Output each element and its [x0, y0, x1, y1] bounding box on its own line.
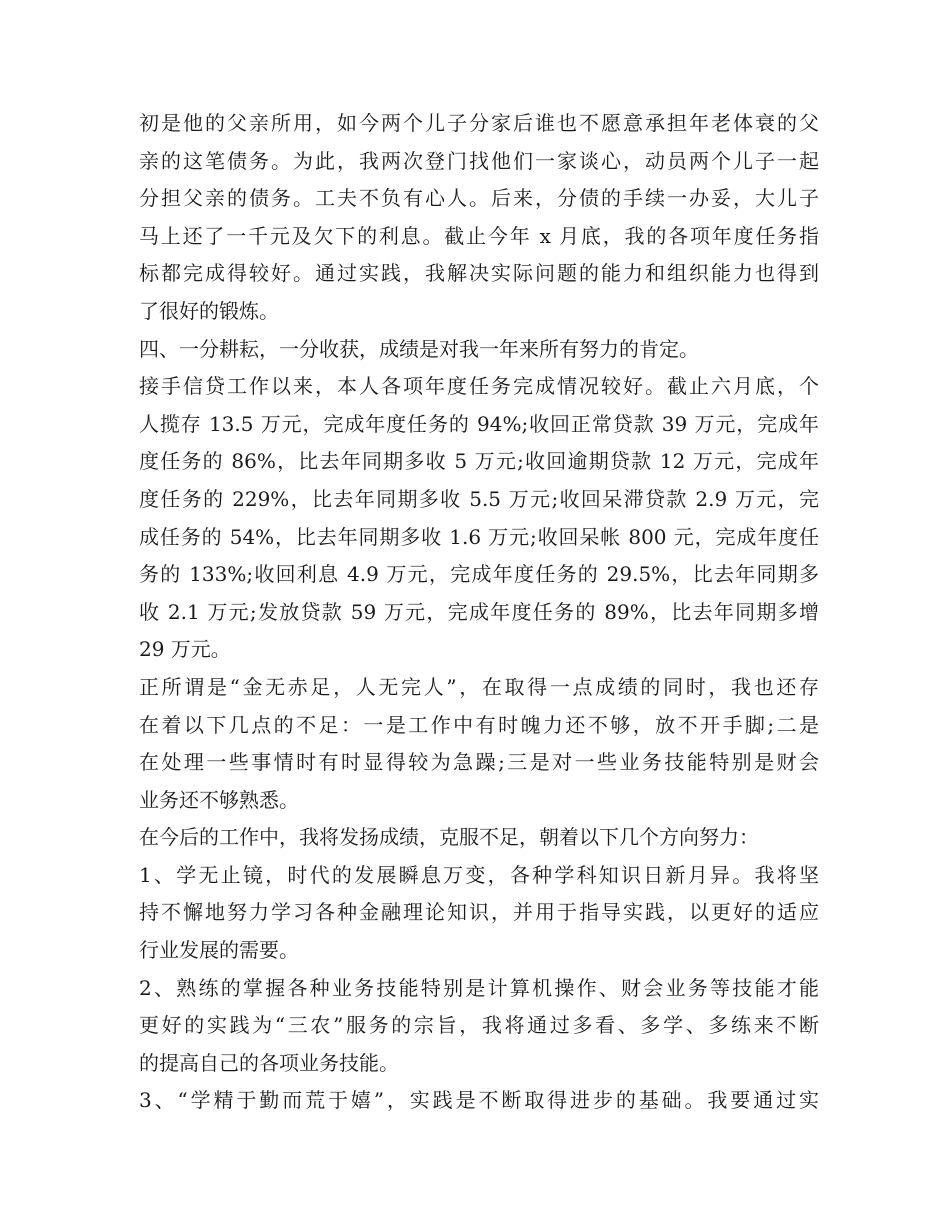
- text-line: 接手信贷工作以来，本人各项年度任务完成情况较好。截止六月底，个: [139, 374, 819, 399]
- text-line: 业务还不够熟悉。: [139, 787, 299, 812]
- list-item-line: 3、“学精于勤而荒于嬉”，实践是不断取得进步的基础。我要通过实: [139, 1088, 819, 1113]
- text-line: 人揽存 13.5 万元，完成年度任务的 94%;收回正常贷款 39 万元，完成年: [139, 411, 819, 436]
- text-line: 度任务的 229%，比去年同期多收 5.5 万元;收回呆滞贷款 2.9 万元，完: [139, 486, 819, 511]
- text-line: 了很好的锻炼。: [139, 298, 279, 323]
- text-line: 标都完成得较好。通过实践，我解决实际问题的能力和组织能力也得到: [139, 261, 819, 286]
- document-body: [139, 105, 819, 1120]
- text-line: 务的 133%;收回利息 4.9 万元，完成年度任务的 29.5%，比去年同期多: [139, 562, 819, 587]
- text-line: 更好的实践为“三农”服务的宗旨，我将通过多看、多学、多练来不断: [139, 1013, 819, 1038]
- list-item-line: 2、熟练的掌握各种业务技能特别是计算机操作、财会业务等技能才能: [139, 975, 819, 1000]
- text-line: 持不懈地努力学习各种金融理论知识，并用于指导实践，以更好的适应: [139, 900, 819, 925]
- text-line: 分担父亲的债务。工夫不负有心人。后来，分债的手续一办妥，大儿子: [139, 186, 819, 211]
- section-heading: 四、一分耕耘，一分收获，成绩是对我一年来所有努力的肯定。: [139, 336, 699, 361]
- text-line: 成任务的 54%，比去年同期多收 1.6 万元;收回呆帐 800 元，完成年度任: [139, 524, 819, 549]
- text-line: 度任务的 86%，比去年同期多收 5 万元;收回逾期贷款 12 万元，完成年: [139, 449, 819, 474]
- list-item-line: 1、学无止镜，时代的发展瞬息万变，各种学科知识日新月异。我将坚: [139, 862, 819, 887]
- text-line: 29 万元。: [139, 637, 231, 662]
- text-line: 在今后的工作中，我将发扬成绩，克服不足，朝着以下几个方向努力：: [139, 825, 759, 850]
- text-line: 马上还了一千元及欠下的利息。截止今年 x 月底，我的各项年度任务指: [139, 223, 819, 248]
- text-line: 正所谓是“金无赤足，人无完人”，在取得一点成绩的同时，我也还存: [139, 674, 819, 699]
- text-line: 在着以下几点的不足：一是工作中有时魄力还不够，放不开手脚;二是: [139, 712, 819, 737]
- text-line: 亲的这笔债务。为此，我两次登门找他们一家谈心，动员两个儿子一起: [139, 148, 819, 173]
- text-line: 初是他的父亲所用，如今两个儿子分家后谁也不愿意承担年老体衰的父: [139, 111, 819, 135]
- text-line: 在处理一些事情时有时显得较为急躁;三是对一些业务技能特别是财会: [139, 750, 819, 775]
- text-line: 的提高自己的各项业务技能。: [139, 1050, 399, 1075]
- text-line: 收 2.1 万元;发放贷款 59 万元，完成年度任务的 89%，比去年同期多增: [139, 599, 819, 624]
- text-line: 行业发展的需要。: [139, 938, 299, 963]
